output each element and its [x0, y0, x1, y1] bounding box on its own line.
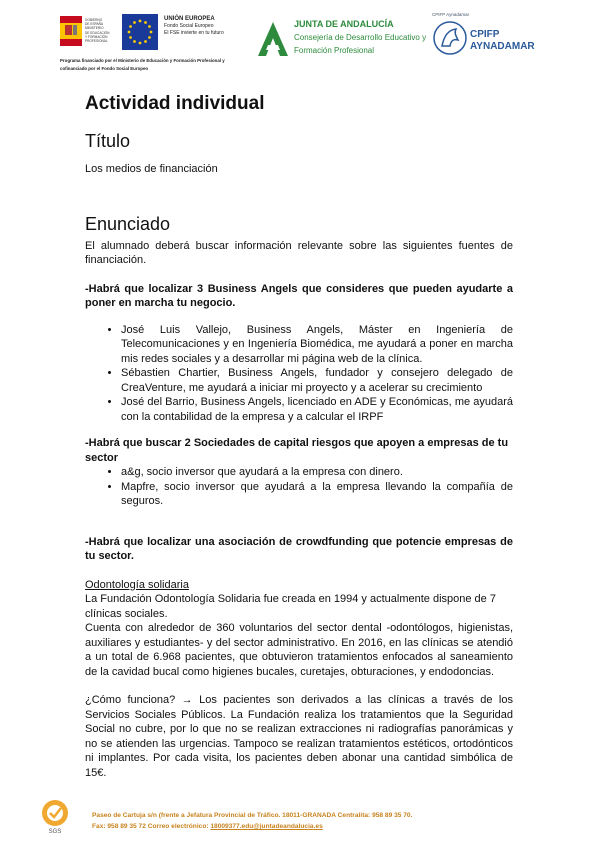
subtitle-heading: Título [85, 131, 131, 151]
task-business-angels: -Habrá que localizar 3 Business Angels que consideres que pueden ayudarte a poner en marcha tu negocio. [85, 282, 513, 309]
task-crowdfunding: -Habrá que localizar una asociación de crowdfunding que potencie empresas de tu sector. [85, 535, 513, 562]
list-item: • Mapfre, socio inversor que ayudará a la empresa llevando la compañía de seguros. [121, 480, 513, 509]
business-angels-list [85, 323, 513, 425]
paragraph-volunteers: Cuenta con alrededor de 360 voluntarios del sector dental -odontólogos, higienistas, auxiliares y estudiantes- y del sector administrativo. En 2016, en las clínicas se atendió a un total de 6.968 pacientes, que obtuvieron tratamientos enfocados al saneamiento de la cavidad bucal como higienes bucales, curetajes, obturaciones, y endodoncias. [85, 622, 513, 678]
cpifp-name: CPIFP AYNADAMAR [470, 29, 535, 52]
list-item: • José Luis Vallejo, Business Angels, Máster en Ingeniería de Telecomunicaciones y en Ingeniería Biomédica, me ayudará a poner en marcha mis redes sociales y a desarrollar mi página web de la clínica. [121, 323, 513, 367]
venture-capital-list [85, 465, 513, 509]
section-heading: Enunciado [85, 213, 171, 234]
topic-text: Los medios de financiación [85, 163, 218, 175]
junta-andalucia-logo-icon [256, 20, 290, 58]
ministry-text: GOBIERNO DE ESPAÑA MINISTERIO DE EDUCACIÓN Y FORMACIÓN PROFESIONAL [85, 18, 110, 44]
cpifp-horse-logo-icon [432, 20, 468, 56]
organization-name: Odontología solidaria [85, 578, 189, 591]
page-footer [0, 790, 600, 848]
document-body [85, 90, 513, 780]
list-item: • a&g, socio inversor que ayudará a la empresa con dinero. [121, 465, 513, 480]
document-title: Actividad individual [85, 93, 265, 114]
junta-andalucia-text: JUNTA DE ANDALUCÍA Consejería de Desarrollo Educativo y Formación Profesional [294, 19, 427, 55]
intro-paragraph: El alumnado deberá buscar información relevante sobre las siguientes fuentes de financiación. [85, 239, 513, 266]
cpifp-small-label: CPIFP Aynadamar [432, 12, 470, 17]
task-venture-capital: -Habrá que buscar 2 Sociedades de capital riesgos que apoyen a empresas de tu sector [85, 437, 509, 464]
sgs-certification-icon [36, 796, 74, 834]
sgs-label: SGS [48, 829, 62, 834]
program-funding-text: Programa financiado por el Ministerio de Educación y Formación Profesional y cofinanciado por el Fondo Social Europeo [60, 58, 225, 71]
list-item: • Sébastien Chartier, Business Angels, fundador y consejero delegado de CreaVenture, me ayudará a iniciar mi proyecto y a acelerar su crecimiento [121, 366, 513, 395]
eu-flag-icon [122, 14, 158, 50]
email-link[interactable]: 18009377.edu@juntadeandalucia.es [210, 823, 323, 830]
list-item: • José del Barrio, Business Angels, licenciado en ADE y Económicas, me ayudará con la contabilidad de la empresa y a calcular el IRPF [121, 395, 513, 424]
spain-coat-of-arms-icon [60, 16, 82, 46]
paragraph-how-it-works: ¿Cómo funciona? → Los pacientes son derivados a las clínicas a través de los Servicios Sociales Públicos. La Fundación realiza los tratamientos que la Seguridad Social no cubre, por lo que no se realizan extracciones ni radiografías panorámicas y no se atienden las urgencias. Tampoco se realizan tratamientos estéticos, ortodónticos ni implantes. Por cada visita, los pacientes deben abonar una cantidad simbólica de 15€. [85, 694, 513, 779]
paragraph-founding: La Fundación Odontología Solidaria fue creada en 1994 y actualmente dispone de 7 clínicas sociales. [85, 593, 496, 620]
page-header [0, 0, 600, 80]
eu-text: UNIÓN EUROPEA Fondo Social Europeo El FSE invierte en tu futuro [164, 16, 224, 36]
government-logo [60, 14, 158, 58]
footer-address: Paseo de Cartuja s/n (frente a Jefatura Provincial de Tráfico. 18011-GRANADA Centralita: 958 89 35 70. Fax: 958 89 35 72 Correo electrónico: 18009377.edu@juntadeandalucia.es [92, 812, 413, 830]
